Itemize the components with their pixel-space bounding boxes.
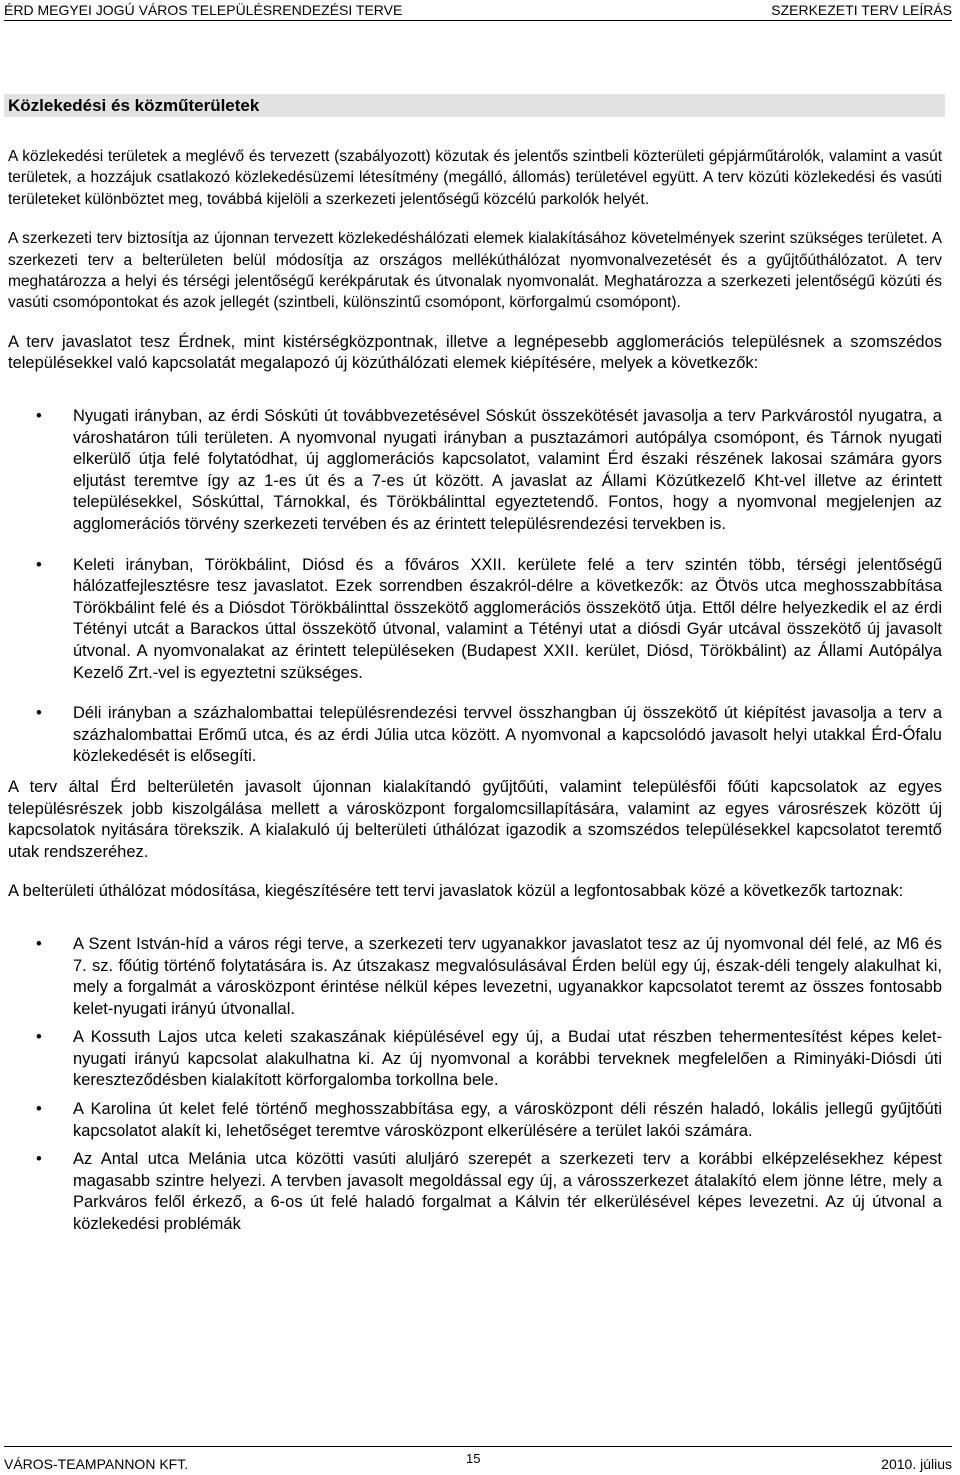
paragraph-proposal: A terv javaslatot tesz Érdnek, mint kistérségközpontnak, illetve a legnépesebb agglomerációs településnek a szomszédos településekkel való kapcsolatát megalapozó új közúthálózati elemek kiépítésére, melyek a következők: [8,332,942,373]
header-section-name: SZERKEZETI TERV LEÍRÁS [771,2,952,18]
page-header [4,0,952,21]
internal-roads-list [8,934,942,1236]
page-footer [4,1446,952,1472]
paragraph-collector-roads: A terv által Érd belterületén javasolt újonnan kialakítandó gyűjtőúti, valamint településfői főúti kapcsolatok az egyes településrészek jobb kiszolgálása mellett a városközpont forgalomcsillapítására, valamint az egyes városrészek között új kapcsolatok nyitására törekszik. A kialakuló új belterületi úthálózat igazodik a szomszédos településekkel kapcsolatot teremtő utak rendszeréhez. [8,777,942,861]
bullet-icon: • [36,934,42,953]
paragraph-network: A szerkezeti terv biztosítja az újonnan tervezett közlekedéshálózati elemek kialakításához követelmények szerint szükséges területet. A szerkezeti terv a belterületen belül módosítja az országos mellékúthálózat nyomvonalvezetését és a gyűjtőúthálózatot. A terv meghatározza a helyi és térségi jelentőségű kerékpárutak és útvonalak nyomvonalát. Meghatározza a szerkezeti jelentőségű közúti és vasúti csomópontokat és azok jellegét (szintbeli, különszintű csomópont, körforgalmú csomópont). [8,230,942,312]
bullet-icon: • [36,407,42,426]
paragraph-modifications: A belterületi úthálózat módosítása, kiegészítésére tett tervi javaslatok közül a legfontosabbak közé a következők tartoznak: [8,882,904,901]
regional-links-list [8,406,942,768]
list-item: • Az Antal utca Melánia utca közötti vasúti aluljáró szerepét a szerkezeti terv a korábbi elképzelésekhez képest magasabb szintre helyezi. A tervben javasolt megoldással egy új, a városszerkezet átalakító elem jönne létre, mely a Parkváros felől érkező, a 6-os út felé haladó forgalmat a Kálvin tér elkerülésével képes levezetni. Az új útvonal a közlekedési problémák [36,1150,942,1234]
bullet-icon: • [36,1028,42,1047]
footer-date: 2010. július [881,1456,952,1472]
bullet-icon: • [36,555,42,574]
header-document-title: ÉRD MEGYEI JOGÚ VÁROS TELEPÜLÉSRENDEZÉSI TERVE [4,2,403,18]
document-body [8,146,942,1236]
list-item: • Déli irányban a százhalombattai településrendezési tervvel összhangban új összekötő út kiépítést javasolja a terv a százhalombattai Erőmű utca, és az érdi Júlia utca között. A nyomvonal a kapcsolódó javasolt helyi utakkal Érd-Ófalu közlekedését is elősegíti. [36,704,942,766]
bullet-icon: • [36,704,42,723]
list-item: • A Szent István-híd a város régi terve, a szerkezeti terv ugyanakkor javaslatot tesz az új nyomvonal dél felé, az M6 és 7. sz. főútig történő folytatására is. Az útszakasz megvalósulásával Érden belül egy új, észak-déli tengely alakulhat ki, mely a forgalmát a városközpont érintése nélkül képes levezetni, ugyanakkor kapcsolatot teremt az összes fontosabb kelet-nyugati irányú útvonallal. [36,934,942,1018]
paragraph-intro: A közlekedési területek a meglévő és tervezett (szabályozott) közutak és jelentős szintbeli közterületi gépjárműtárolók, valamint a vasút területek, a hozzájuk csatlakozó közlekedésüzemi létesítmény (megálló, állomás) területével együtt. A terv közúti közlekedési és vasúti területeket különböztet meg, továbbá kijelöli a szerkezeti jelentőségű közcélú parkolók helyét. [8,148,942,208]
footer-company: VÁROS-TEAMPANNON KFT. [4,1456,189,1472]
list-item: • Nyugati irányban, az érdi Sóskúti út továbbvezetésével Sóskút összekötését javasolja a terv Parkvárostól nyugatra, a városhatáron túli területen. A nyomvonal nyugati irányban a pusztazámori autópálya csomópont, és Tárnok nyugati elkerülő útja felé folytatódhat, új agglomerációs kapcsolatot, valamint Érd északi részének lakosai számára gyors eljutást teremtve így az 1-es út és a 7-es út között. A javaslat az Állami Közútkezelő Kht-vel illetve az érintett településekkel, Sóskúttal, Tárnokkal, és Törökbálinttal egyeztetendő. Fontos, hogy a nyomvonal megjelenjen az agglomerációs törvény szerkezeti tervében és az érintett településrendezési tervekben is. [36,407,942,533]
bullet-icon: • [36,1150,42,1169]
list-item: • A Kossuth Lajos utca keleti szakaszának kiépülésével egy új, a Budai utat részben tehermentesítést képes kelet-nyugati irányú kapcsolat alakulhatna ki. Az új nyomvonal a korábbi terveknek megfelelően a Riminyáki-Diósdi úti kereszteződésben kialakított körforgalomba torkollna bele. [36,1028,942,1090]
section-heading: Közlekedési és közműterületek [4,94,945,117]
page-number: 15 [466,1451,481,1466]
bullet-icon: • [36,1100,42,1119]
list-item: • A Karolina út kelet felé történő meghosszabbítása egy, a városközpont déli részén haladó, lokális jellegű gyűjtőúti kapcsolatot alakít ki, lehetőséget teremtve városközpont elkerülésére a terület lakói számára. [36,1100,942,1140]
list-item: • Keleti irányban, Törökbálint, Diósd és a főváros XXII. kerülete felé a terv szintén több, térségi jelentőségű hálózatfejlesztésre tesz javaslatot. Ezek sorrendben északról-délre a következők: az Ötvös utca meghosszabbítása Törökbálint felé és a Diósdot Törökbálinttal összekötő agglomerációs összekötő útja. Ettől délre helyezkedik el az érdi Tétényi utcát a Barackos úttal összekötő útvonal, valamint a Tétényi utat a diósdi Gyár utcával összekötő új javasolt útvonal. A nyomvonalakat az érintett településeken (Budapest XXII. kerület, Diósd, Törökbálint) az Állami Autópálya Kezelő Zrt.-vel is egyeztetni szükséges. [36,555,942,682]
